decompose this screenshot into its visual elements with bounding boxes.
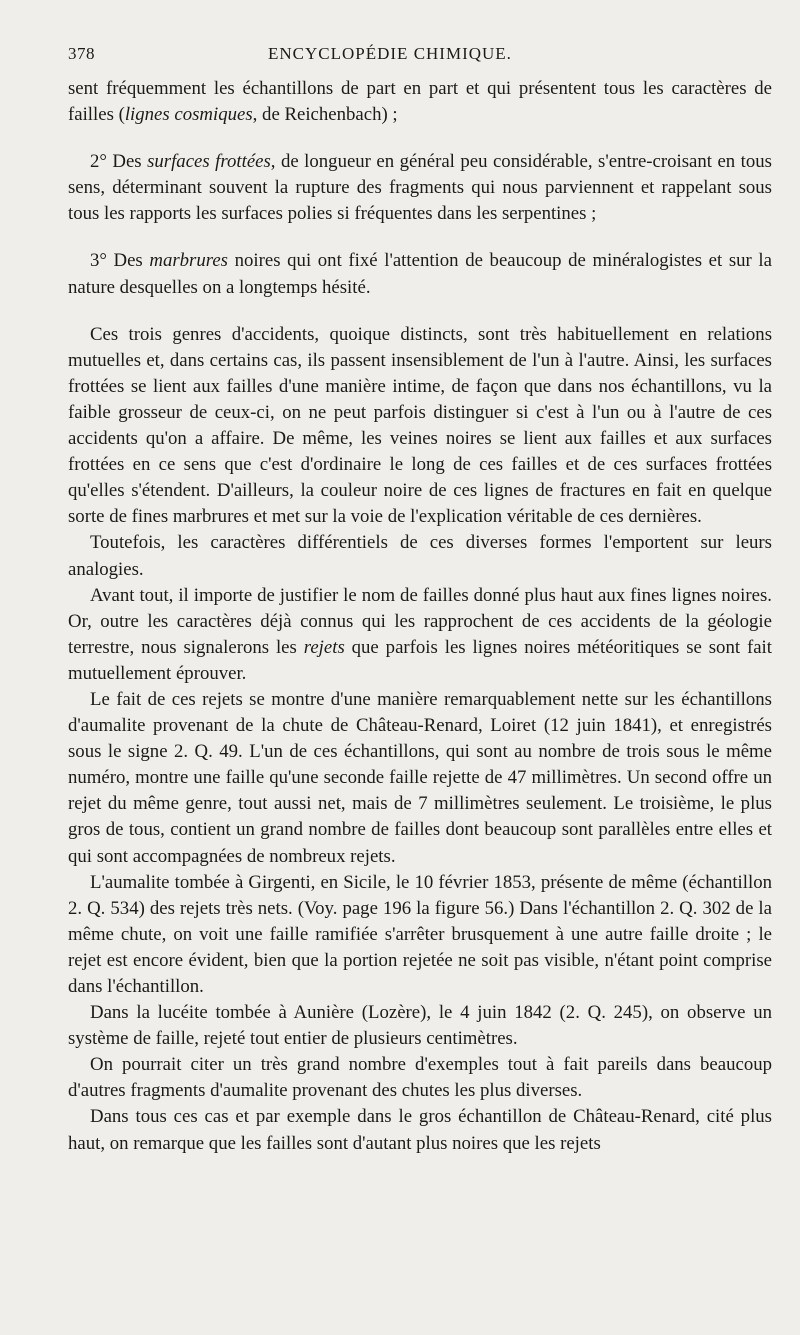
italic-term: marbrures — [149, 250, 228, 272]
paragraph — [68, 530, 772, 582]
body-text — [68, 76, 772, 1157]
page-header — [68, 0, 770, 63]
text-run: Dans la lucéite tombée à Aunière (Lozère), le 4 juin 1842 (2. Q. 245), on observe un système de faille, rejeté tout entier de plusieurs centimètres. — [68, 1002, 772, 1050]
text-run: noires qui ont fixé l'attention de beaucoup de minéralogistes et sur la nature desquelles on a longtemps hésité. — [68, 250, 772, 298]
text-run: Ces trois genres d'accidents, quoique distincts, sont très habituellement en relations mutuelles et, dans certains cas, ils passent insensiblement de l'un à l'autre. Ainsi, les surfaces frottées se lient aux failles d'une manière intime, de façon que dans nos échantillons, vu la faible grosseur de ceux-ci, on ne peut parfois distinguer si c'est à l'un ou à l'autre de ces accidents qu'on a affaire. De même, les veines noires se lient aux failles et aux surfaces frottées en ce sens que c'est d'ordinaire le long de ces failles et de ces surfaces frottées qu'elles s'étendent. D'ailleurs, la couleur noire de ces lignes de fractures en fait en quelque sorte de fines marbrures et met sur la voie de l'explication véritable de ces dernières. — [68, 323, 772, 528]
paragraph — [68, 322, 772, 531]
text-run: Toutefois, les caractères différentiels de ces diverses formes l'emportent sur leurs analogies. — [68, 532, 772, 580]
italic-term: surfaces frottées — [147, 151, 271, 173]
paragraph — [68, 248, 772, 300]
page-number: 378 — [68, 44, 95, 63]
italic-term: rejets — [303, 636, 345, 658]
paragraph — [68, 1104, 772, 1156]
paragraph — [68, 1052, 772, 1104]
text-run: L'aumalite tombée à Girgenti, en Sicile, le 10 février 1853, présente de même (échantillon 2. Q. 534) des rejets très nets. (Voy. page 196 la figure 56.) Dans l'échantillon 2. Q. 302 de la même chute, on voit une faille ramifiée s'arrêter brusquement à une autre faille droite ; le rejet est encore évident, bien que la portion rejetée ne soit pas visible, n'étant point comprise dans l'échantillon. — [68, 871, 772, 997]
text-run: On pourrait citer un très grand nombre d'exemples tout à fait pareils dans beaucoup d'autres fragments d'aumalite provenant des chutes les plus diverses. — [68, 1054, 772, 1102]
text-run: Le fait de ces rejets se montre d'une manière remarquablement nette sur les échantillons d'aumalite provenant de la chute de Château-Renard, Loiret (12 juin 1841), et enregistrés sous le signe 2. Q. 49. L'un de ces échantillons, qui sont au nombre de trois sous le même numéro, montre une faille qu'une seconde faille rejette de 47 millimètres. Un second offre un rejet du même genre, tout aussi net, mais de 7 millimètres seulement. Le troisième, le plus gros de tous, contient un grand nombre de failles dont beaucoup sont parallèles entre elles et qui sont accompagnées de nombreux rejets. — [68, 688, 772, 867]
paragraph — [68, 583, 772, 687]
text-run: 3° Des — [90, 250, 150, 272]
paragraph — [68, 1000, 772, 1052]
text-run: , de Reichenbach) ; — [252, 104, 398, 126]
text-run: que parfois les lignes noires météoritiques se sont fait mutuellement éprouver. — [68, 636, 772, 684]
running-title: ENCYCLOPÉDIE CHIMIQUE. — [268, 44, 512, 63]
text-run: 2° Des — [90, 151, 148, 173]
paragraph — [68, 149, 772, 227]
text-run: Dans tous ces cas et par exemple dans le gros échantillon de Château-Renard, cité plus haut, on remarque que les failles sont d'autant plus noires que les rejets — [68, 1106, 772, 1154]
italic-term: lignes cosmiques — [124, 104, 253, 126]
paragraph — [68, 687, 772, 870]
text-run: sent fréquemment les échantillons de part en part et qui présentent tous les caractères de failles ( — [68, 78, 772, 126]
paragraph — [68, 76, 772, 128]
paragraph — [68, 870, 772, 1000]
text-run: Avant tout, il importe de justifier le nom de failles donné plus haut aux fines lignes noires. Or, outre les caractères déjà connus qui les rapprochent de ces accidents de la géologie terrestre, nous signalerons les — [68, 584, 772, 658]
text-run: , de longueur en général peu considérable, s'entre-croisant en tous sens, déterminant souvent la rupture des fragments qui nous parviennent et rappelant sous tous les rapports les surfaces polies si fréquentes dans les serpentines ; — [68, 151, 772, 225]
